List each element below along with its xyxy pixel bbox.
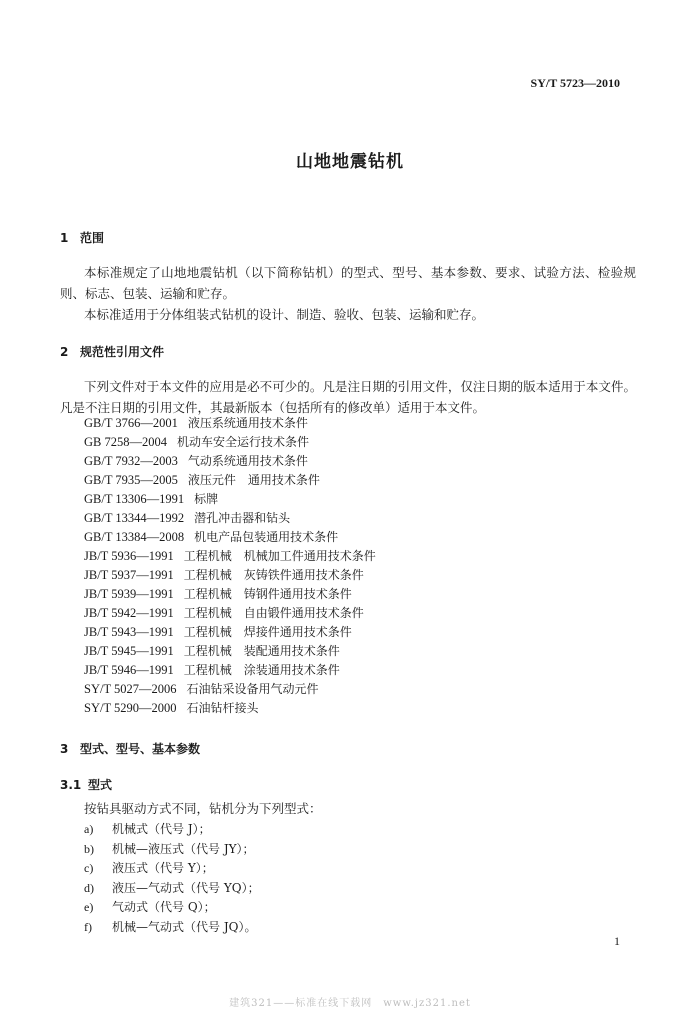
reference-code: GB/T 7932—2003 (84, 454, 178, 468)
reference-title: 石油钻采设备用气动元件 (186, 682, 319, 696)
type-option (84, 840, 260, 860)
option-text: 机械式（代号 J）； (112, 822, 211, 836)
reference-code: GB 7258—2004 (84, 435, 167, 449)
reference-code: GB/T 13344—1992 (84, 511, 185, 525)
reference-code: GB/T 13384—2008 (84, 530, 185, 544)
section-number: 3 (60, 742, 69, 756)
subsection-3-1-intro: 按钻具驱动方式不同，钻机分为下列型式： (84, 801, 322, 816)
type-option (84, 898, 260, 918)
reference-title: 工程机械 涂装通用技术条件 (183, 663, 340, 677)
option-letter: e) (84, 900, 94, 914)
option-text: 液压式（代号 Y）； (112, 861, 214, 875)
reference-item (84, 604, 376, 623)
reference-title: 气动系统通用技术条件 (187, 454, 308, 468)
reference-item (84, 433, 376, 452)
reference-item (84, 623, 376, 642)
reference-item (84, 414, 376, 433)
option-letter: a) (84, 822, 94, 836)
subsection-3-1-heading (60, 776, 112, 793)
watermark-text: 建筑321——标准在线下载网 www.jz321.net (229, 998, 471, 1009)
reference-code: GB/T 3766—2001 (84, 416, 178, 430)
section-title: 范围 (80, 231, 105, 245)
document-title: 山地地震钻机 (296, 152, 404, 172)
section-1-paragraph-2: 本标准适用于分体组装式钻机的设计、制造、验收、包装、运输和贮存。 (84, 307, 485, 322)
reference-code: JB/T 5936—1991 (84, 549, 174, 563)
section-1-paragraph-1: 本标准规定了山地地震钻机（以下简称钻机）的型式、型号、基本参数、要求、试验方法、检验规则、标志、包装、运输和贮存。 (60, 265, 636, 301)
type-option (84, 859, 260, 879)
reference-code: GB/T 13306—1991 (84, 492, 185, 506)
reference-code: JB/T 5945—1991 (84, 644, 174, 658)
reference-item (84, 471, 376, 490)
reference-code: JB/T 5939—1991 (84, 587, 174, 601)
option-letter: b) (84, 841, 94, 856)
reference-title: 机动车安全运行技术条件 (177, 435, 310, 449)
reference-item (84, 661, 376, 680)
type-option (84, 879, 260, 899)
reference-item (84, 509, 376, 528)
subsection-number: 3.1 (60, 778, 82, 792)
type-option (84, 820, 260, 840)
section-title: 规范性引用文件 (80, 345, 165, 359)
reference-title: 机电产品包装通用技术条件 (194, 530, 339, 544)
reference-item (84, 547, 376, 566)
section-1-heading (60, 229, 104, 246)
section-2-intro: 下列文件对于本文件的应用是必不可少的。凡是注日期的引用文件，仅注日期的版本适用于本文件。凡是不注日期的引用文件，其最新版本（包括所有的修改单）适用于本文件。 (60, 379, 636, 415)
reference-item (84, 699, 376, 718)
option-text: 机械—液压式（代号 JY）； (112, 841, 255, 856)
reference-title: 石油钻杆接头 (186, 701, 259, 715)
option-text: 机械—气动式（代号 JQ）。 (112, 919, 257, 934)
reference-title: 工程机械 铸钢件通用技术条件 (183, 587, 352, 601)
section-2-heading (60, 343, 164, 360)
reference-title: 工程机械 自由锻件通用技术条件 (183, 606, 364, 620)
reference-item (84, 642, 376, 661)
reference-title: 工程机械 机械加工件通用技术条件 (183, 549, 376, 563)
reference-code: SY/T 5290—2000 (84, 701, 177, 715)
option-text: 液压—气动式（代号 YQ）； (112, 880, 260, 895)
reference-title: 液压元件 通用技术条件 (187, 473, 320, 487)
reference-list (84, 414, 376, 718)
reference-code: JB/T 5942—1991 (84, 606, 174, 620)
reference-title: 液压系统通用技术条件 (187, 416, 308, 430)
reference-code: JB/T 5943—1991 (84, 625, 174, 639)
reference-title: 标牌 (194, 492, 219, 506)
reference-title: 工程机械 灰铸铁件通用技术条件 (183, 568, 364, 582)
type-option (84, 918, 260, 938)
section-title: 型式、型号、基本参数 (80, 742, 201, 756)
reference-item (84, 680, 376, 699)
standard-code: SY/T 5723—2010 (530, 76, 620, 90)
reference-title: 潜孔冲击器和钻头 (194, 511, 291, 525)
reference-item (84, 585, 376, 604)
type-options-list (84, 820, 260, 937)
option-letter: d) (84, 880, 94, 895)
reference-code: JB/T 5946—1991 (84, 663, 174, 677)
section-number: 2 (60, 345, 69, 359)
section-3-heading (60, 740, 200, 757)
option-letter: c) (84, 861, 94, 875)
reference-code: JB/T 5937—1991 (84, 568, 174, 582)
reference-code: GB/T 7935—2005 (84, 473, 178, 487)
reference-title: 工程机械 装配通用技术条件 (183, 644, 340, 658)
reference-item (84, 566, 376, 585)
reference-item (84, 452, 376, 471)
reference-item (84, 528, 376, 547)
subsection-title: 型式 (88, 778, 113, 792)
reference-title: 工程机械 焊接件通用技术条件 (183, 625, 352, 639)
option-letter: f) (84, 919, 92, 934)
option-text: 气动式（代号 Q）； (112, 900, 216, 914)
reference-code: SY/T 5027—2006 (84, 682, 177, 696)
reference-item (84, 490, 376, 509)
section-number: 1 (60, 231, 69, 245)
page-number: 1 (614, 934, 620, 948)
